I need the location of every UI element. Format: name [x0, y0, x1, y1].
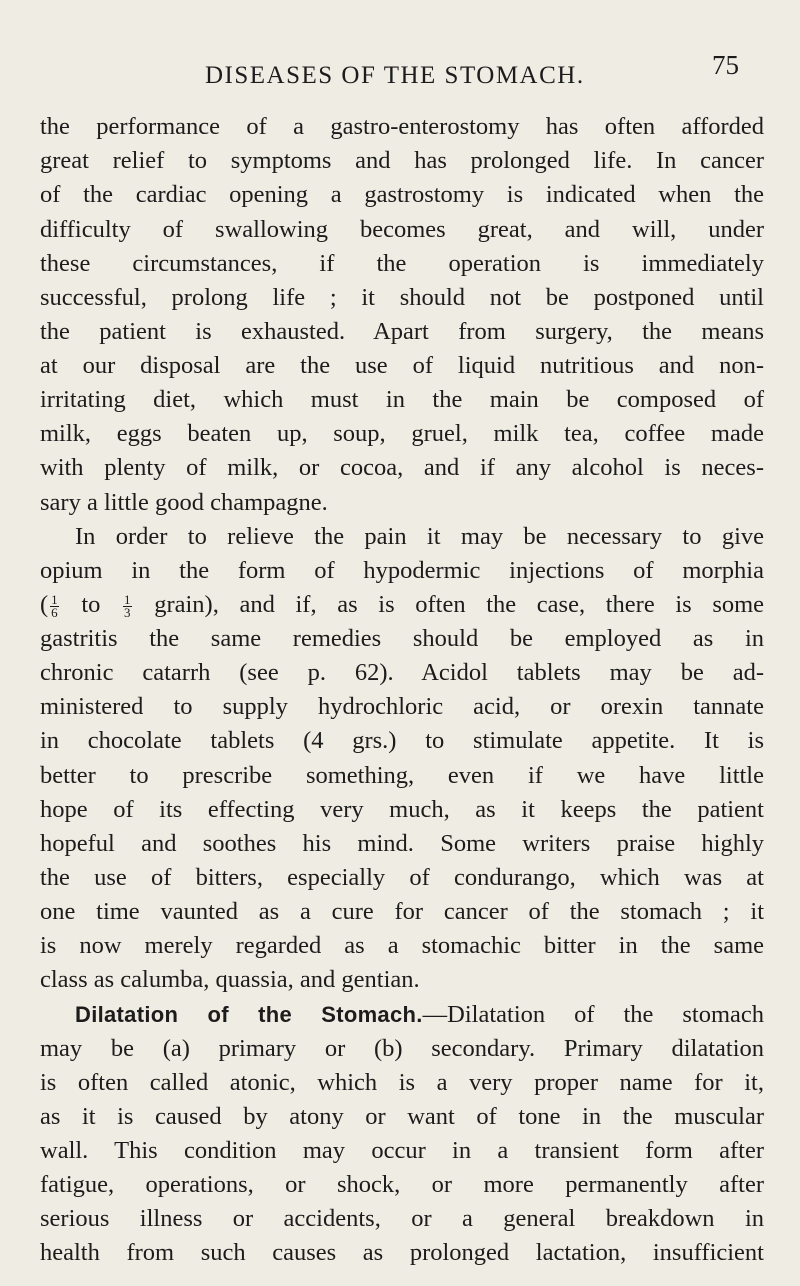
text-fragment: to: [81, 591, 101, 618]
fraction-one-sixth: [50, 591, 59, 620]
text-line: gastritis the same remedies should be employed as in: [40, 625, 764, 652]
text-line: ministered to supply hydrochloric acid, or orexin tannate: [40, 693, 764, 720]
text-line: hope of its effecting very much, as it keeps the patient: [40, 796, 764, 823]
open-paren: (: [40, 591, 49, 618]
text-line: at our disposal are the use of liquid nutritious and non-: [40, 352, 764, 379]
text-line: successful, prolong life ; it should not be postponed until: [40, 284, 764, 311]
text-fragment: —Dilatation of the stomach: [422, 1001, 764, 1028]
text-line: one time vaunted as a cure for cancer of the stomach ; it: [40, 898, 764, 925]
text-line: hopeful and soothes his mind. Some writers praise highly: [40, 830, 764, 857]
running-header: DISEASES OF THE STOMACH.: [205, 62, 585, 89]
page-number: 75: [712, 50, 739, 80]
section-heading-line: [75, 998, 764, 1032]
text-line: the use of bitters, especially of condurango, which was at: [40, 864, 764, 891]
text-line: serious illness or accidents, or a general breakdown in: [40, 1205, 764, 1232]
text-fragment: grain), and if, as is often the case, there is some: [154, 591, 765, 618]
text-line: with plenty of milk, or cocoa, and if any alcohol is neces-: [40, 454, 764, 481]
text-line: class as calumba, quassia, and gentian.: [40, 966, 420, 993]
text-line: is often called atonic, which is a very proper name for it,: [40, 1069, 764, 1096]
fraction-numerator: 1: [124, 591, 131, 607]
text-line: In order to relieve the pain it may be necessary to give: [75, 523, 764, 550]
section-heading: Dilatation of the Stomach.: [75, 1002, 423, 1027]
text-line: sary a little good champagne.: [40, 489, 328, 516]
text-line: may be (a) primary or (b) secondary. Primary dilatation: [40, 1035, 764, 1062]
text-line: these circumstances, if the operation is immediately: [40, 250, 764, 277]
text-line: wall. This condition may occur in a transient form after: [40, 1137, 764, 1164]
text-line: in chocolate tablets (4 grs.) to stimulate appetite. It is: [40, 727, 764, 754]
text-line: of the cardiac opening a gastrostomy is indicated when the: [40, 181, 764, 208]
text-line: milk, eggs beaten up, soup, gruel, milk tea, coffee made: [40, 420, 764, 447]
text-line: the patient is exhausted. Apart from surgery, the means: [40, 318, 764, 345]
fraction-one-third: [123, 591, 132, 620]
text-line: great relief to symptoms and has prolonged life. In cancer: [40, 147, 764, 174]
text-line: the performance of a gastro-enterostomy has often afforded: [40, 113, 764, 140]
text-line: fatigue, operations, or shock, or more permanently after: [40, 1171, 764, 1198]
text-line: difficulty of swallowing becomes great, and will, under: [40, 216, 764, 243]
fraction-denominator: 6: [51, 604, 58, 620]
text-line: as it is caused by atony or want of tone in the muscular: [40, 1103, 764, 1130]
text-line: irritating diet, which must in the main be composed of: [40, 386, 764, 413]
text-line: opium in the form of hypodermic injections of morphia: [40, 557, 764, 584]
text-line: better to prescribe something, even if we have little: [40, 762, 764, 789]
fraction-denominator: 3: [124, 604, 131, 620]
text-line-fractions: [40, 588, 764, 622]
text-line: chronic catarrh (see p. 62). Acidol tablets may be ad-: [40, 659, 764, 686]
fraction-numerator: 1: [51, 591, 58, 607]
text-line: is now merely regarded as a stomachic bitter in the same: [40, 932, 764, 959]
text-line: health from such causes as prolonged lactation, insufficient: [40, 1239, 764, 1266]
